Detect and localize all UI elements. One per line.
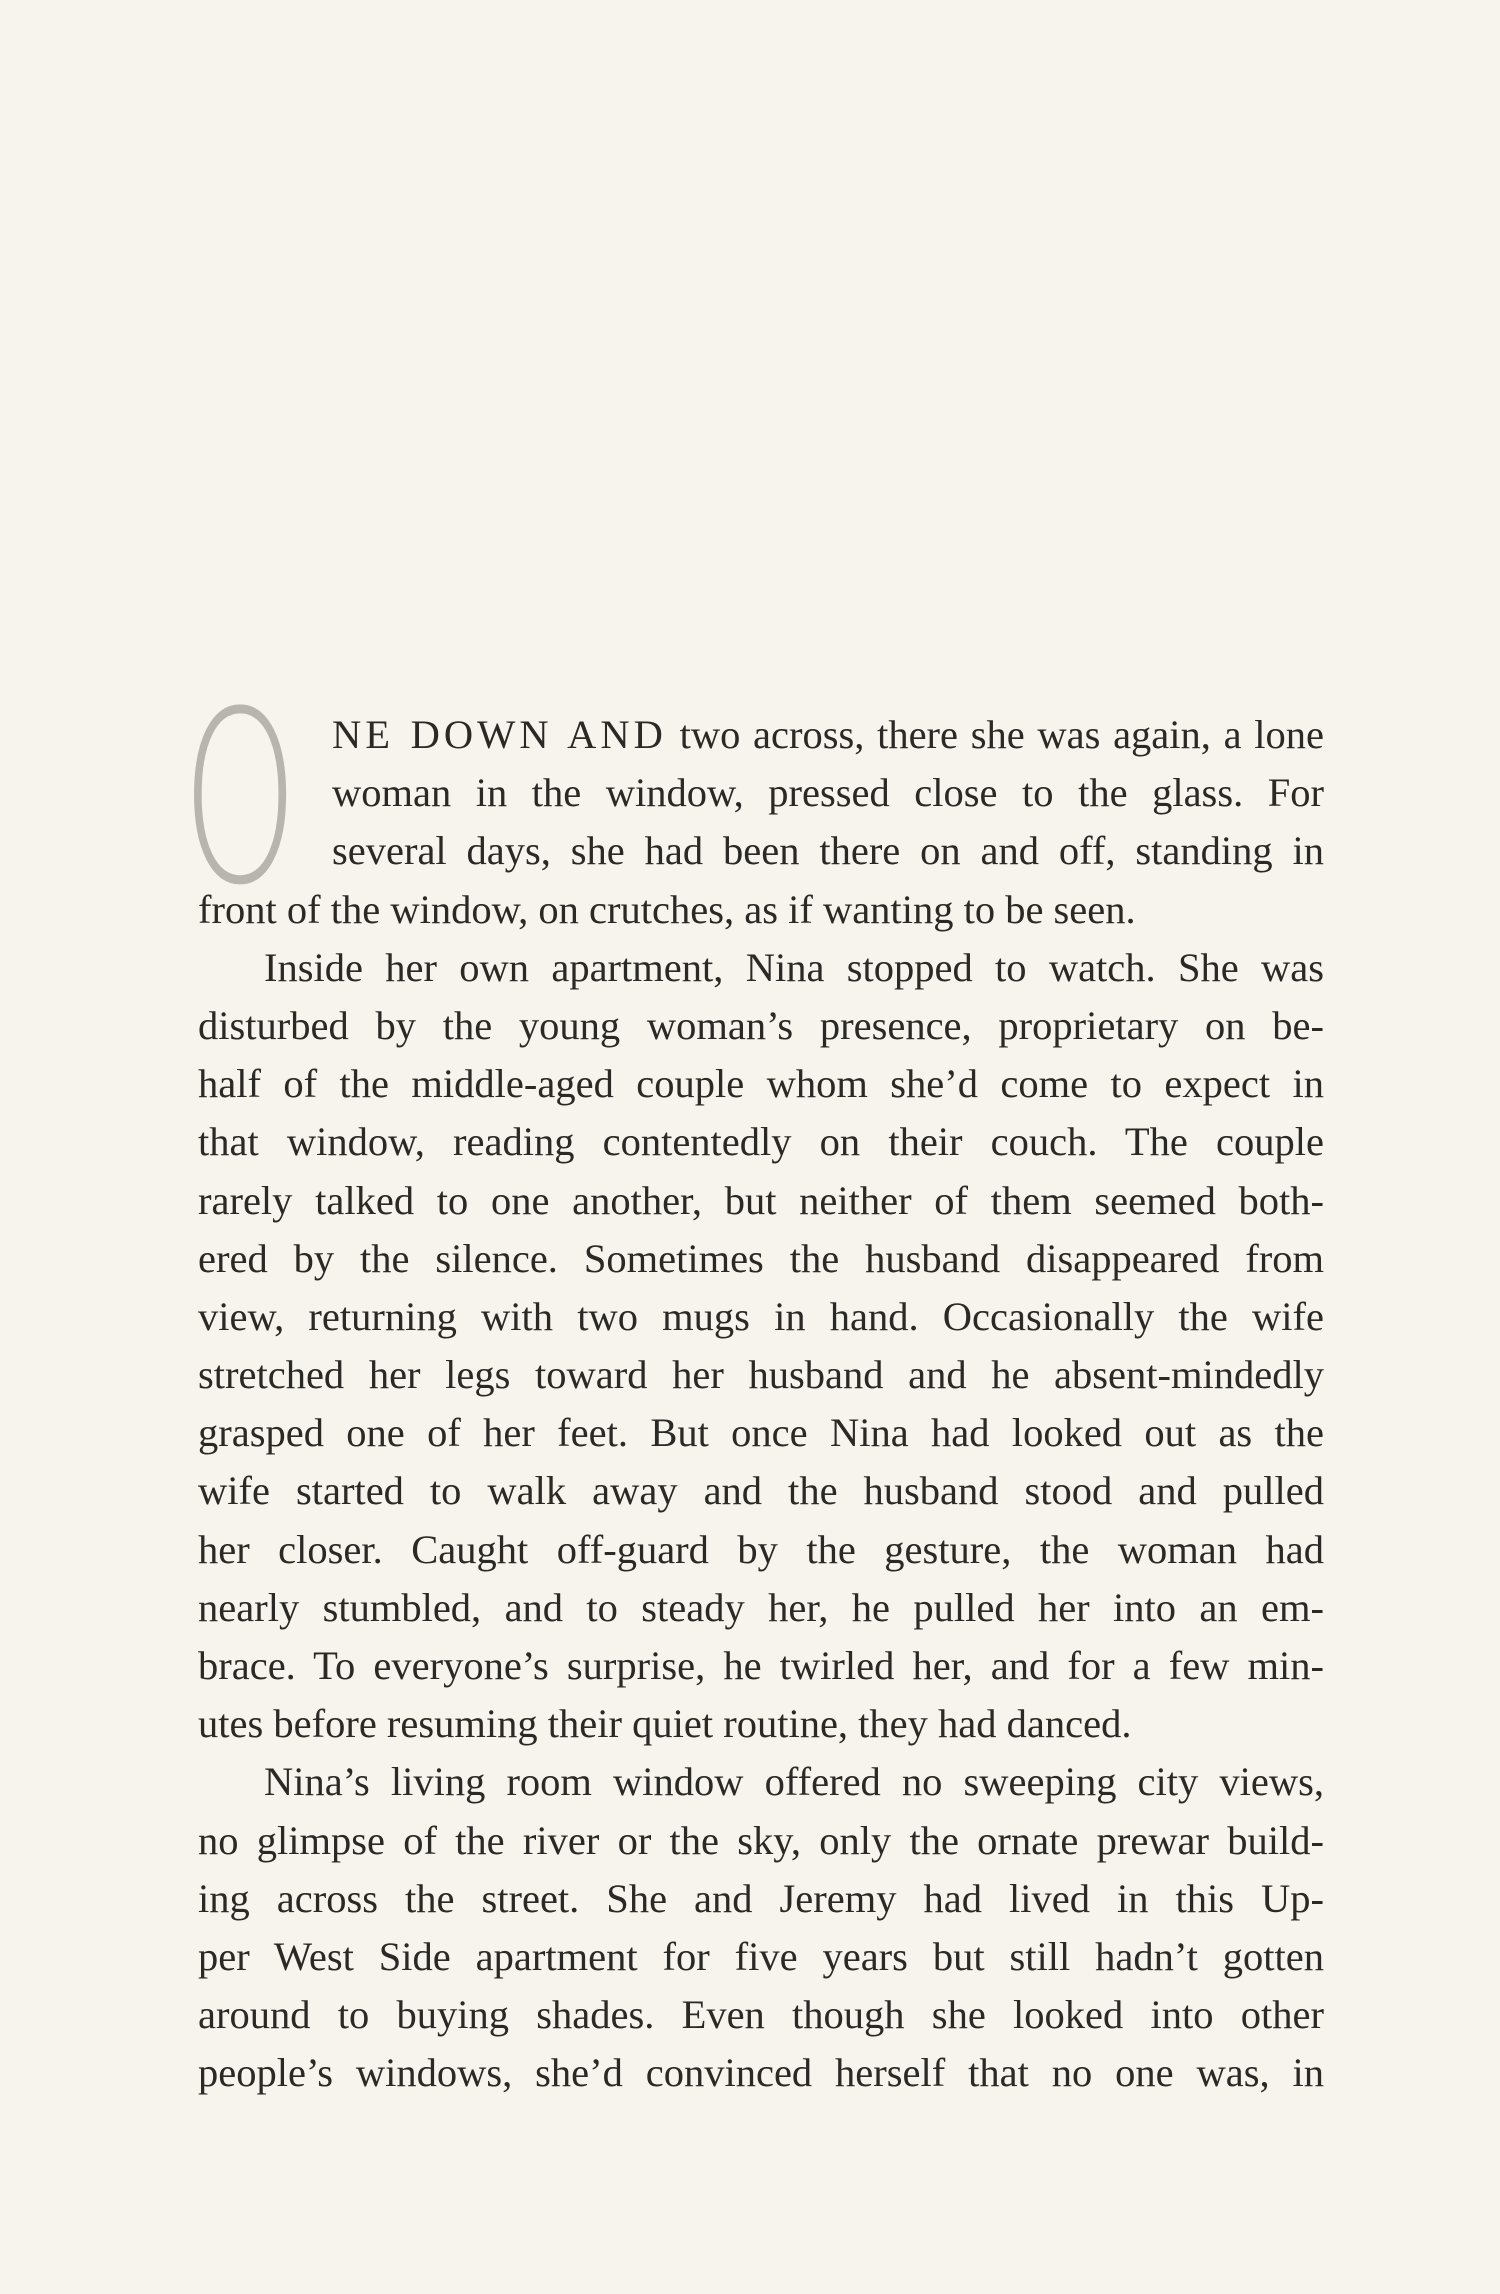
text-line: Nina’s living room window offered no sweeping city views, <box>264 1759 1324 1805</box>
text-line: disturbed by the young woman’s presence, proprietary on be- <box>198 1002 1324 1048</box>
text-line: grasped one of her feet. But once Nina had looked out as the <box>198 1410 1324 1456</box>
text-line: around to buying shades. Even though she looked into other <box>198 1992 1324 2038</box>
drop-cap-letter: O <box>182 661 299 938</box>
page-body-text <box>198 706 1324 2103</box>
text-line: per West Side apartment for five years but still hadn’t gotten <box>198 1933 1324 1979</box>
text-line: half of the middle-aged couple whom she’d come to expect in <box>198 1061 1324 1107</box>
text-line: ing across the street. She and Jeremy had lived in this Up- <box>198 1875 1324 1921</box>
text-line: ered by the silence. Sometimes the husband disappeared from <box>198 1235 1324 1281</box>
text-line: that window, reading contentedly on their couch. The couple <box>198 1119 1324 1165</box>
text-line: front of the window, on crutches, as if wanting to be seen. <box>198 886 1136 932</box>
text-line: people’s windows, she’d convinced herself that no one was, in <box>198 2050 1324 2096</box>
text-line: wife started to walk away and the husband stood and pulled <box>198 1468 1324 1514</box>
text-line: her closer. Caught off-guard by the gesture, the woman had <box>198 1526 1324 1572</box>
text-line: brace. To everyone’s surprise, he twirled her, and for a few min- <box>198 1643 1324 1688</box>
text-line: rarely talked to one another, but neither of them seemed both- <box>198 1177 1324 1223</box>
text-line: utes before resuming their quiet routine, they had danced. <box>198 1701 1132 1747</box>
text-line: several days, she had been there on and off, standing in <box>332 828 1324 874</box>
text-line: Inside her own apartment, Nina stopped to watch. She was <box>264 944 1324 990</box>
opening-small-caps: NE DOWN AND <box>332 712 667 757</box>
text-line <box>198 706 1324 764</box>
first-line-text: two across, there she was again, a lone <box>679 712 1325 757</box>
text-line: stretched her legs toward her husband and he absent-mindedly <box>198 1352 1324 1398</box>
text-line: view, returning with two mugs in hand. Occasionally the wife <box>198 1293 1324 1339</box>
text-line: nearly stumbled, and to steady her, he pulled her into an em- <box>198 1584 1324 1630</box>
text-line: no glimpse of the river or the sky, only the ornate prewar build- <box>198 1817 1324 1863</box>
text-line: woman in the window, pressed close to the glass. For <box>332 770 1324 816</box>
